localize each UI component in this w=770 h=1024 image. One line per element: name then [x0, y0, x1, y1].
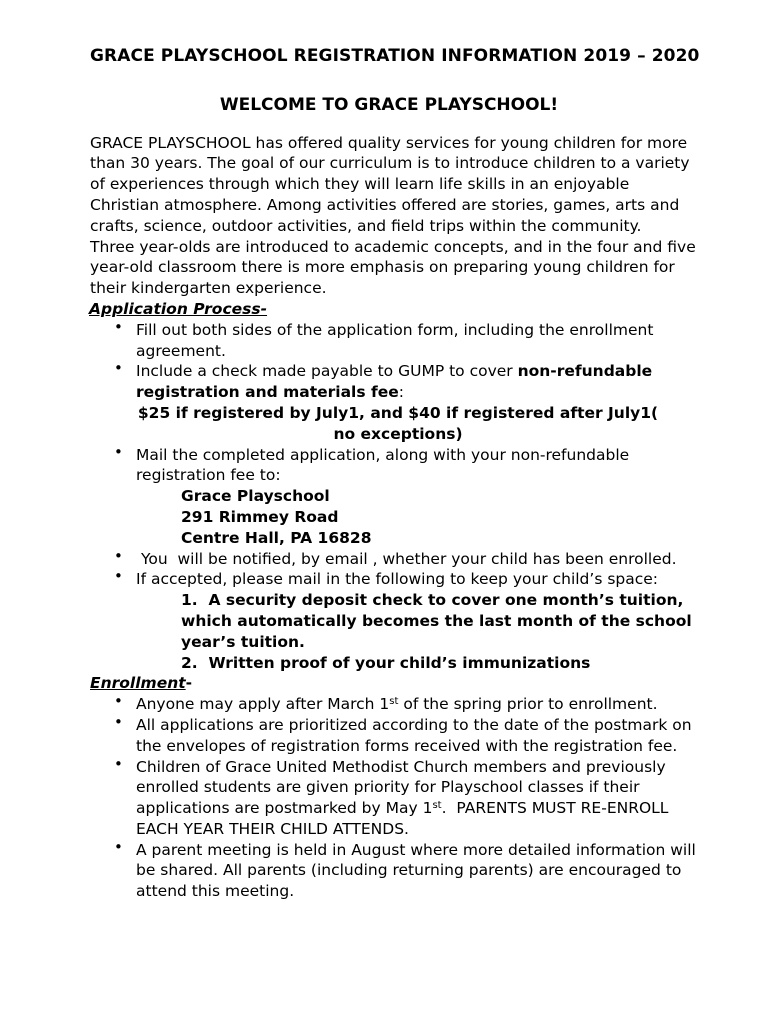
enrollment-list [90, 694, 700, 902]
fee-amounts: $25 if registered by July1, and $40 if registered after July1( no exceptions) [137, 403, 659, 443]
bullet-icon: • [114, 837, 123, 856]
security-deposit-item: 1. A security deposit check to cover one month’s tuition, which automatically becomes the last month of the school year’s tuition. [181, 591, 698, 651]
bullet-icon: • [114, 692, 123, 711]
address-city: Centre Hall, PA 16828 [181, 528, 372, 547]
bullet-icon: • [114, 754, 123, 773]
enroll-reenroll-text: . PARENTS MUST RE-ENROLL EACH YEAR THEIR CHILD ATTENDS. [136, 799, 674, 838]
enrollment-heading [90, 673, 700, 694]
bullet-icon: • [114, 442, 123, 461]
address-name: Grace Playschool [181, 487, 330, 506]
enroll-meeting-text: A parent meeting is held in August where more detailed information will be shared. All parents (including returning parents) are encouraged to attend this meeting. [136, 840, 696, 901]
enrollment-dash: - [185, 674, 193, 693]
ordinal-suffix: st [389, 696, 399, 708]
enrollment-title: Enrollment [90, 674, 186, 693]
welcome-heading: WELCOME TO GRACE PLAYSCHOOL! [219, 94, 559, 115]
step-accepted-text: If accepted, please mail in the following to keep your child’s space: [136, 570, 659, 589]
enroll-apply-text: Anyone may apply after March 1 [136, 695, 390, 714]
step-notified-text: You will be notified, by email , whether your child has been enrolled. [136, 549, 677, 568]
accepted-requirements [136, 590, 700, 673]
step-mail-text: Mail the completed application, along with your non-refundable registration fee to: [136, 445, 630, 485]
application-process-title: Application Process- [89, 299, 268, 318]
fee-colon: : [398, 383, 404, 402]
step-fill-out-text: Fill out both sides of the application form, including the enrollment agreement. [136, 320, 654, 360]
address-street: 291 Rimmey Road [181, 507, 339, 526]
step-check-text: Include a check made payable to GUMP to cover [136, 362, 518, 381]
age-groups-paragraph: Three year-olds are introduced to academic concepts, and in the four and five year-old classroom there is more emphasis on preparing young children for their kindergarten experience. [90, 237, 696, 298]
list-item [114, 546, 700, 570]
list-item [114, 442, 700, 549]
list-item [114, 359, 700, 444]
ordinal-suffix: st [432, 800, 442, 812]
application-process-heading [89, 299, 700, 320]
document-page [90, 46, 700, 902]
list-item [114, 317, 700, 362]
mailing-address [136, 486, 700, 548]
list-item [114, 837, 700, 902]
list-item [114, 692, 700, 715]
document-title: GRACE PLAYSCHOOL REGISTRATION INFORMATION 2019 – 2020 [90, 46, 700, 66]
enroll-members-text: Children of Grace United Methodist Church members and previously enrolled students are given priority for Playschool classes if their applications are postmarked by May 1 [136, 757, 666, 818]
list-item [114, 567, 700, 673]
bullet-icon: • [114, 317, 123, 336]
bullet-icon: • [114, 567, 123, 586]
bullet-icon: • [114, 546, 123, 565]
fee-type-text: non-refundable registration and materials fee [136, 362, 653, 402]
immunization-item: 2. Written proof of your child’s immunizations [181, 653, 591, 672]
intro-paragraph: GRACE PLAYSCHOOL has offered quality services for young children for more than 30 years. The goal of our curriculum is to introduce children to a variety of experiences through which they will learn life skills in an enjoyable Christian atmosphere. Among activities offered are stories, games, arts and crafts, science, outdoor activities, and field trips within the community. [90, 133, 690, 235]
list-item [114, 712, 700, 757]
application-steps-list [90, 317, 700, 674]
bullet-icon: • [114, 712, 123, 731]
enroll-priority-text: All applications are prioritized according to the date of the postmark on the envelopes of registration forms received with the registration fee. [136, 715, 692, 755]
enroll-apply-text-end: of the spring prior to enrollment. [398, 695, 658, 714]
list-item [114, 754, 700, 840]
bullet-icon: • [114, 359, 123, 378]
